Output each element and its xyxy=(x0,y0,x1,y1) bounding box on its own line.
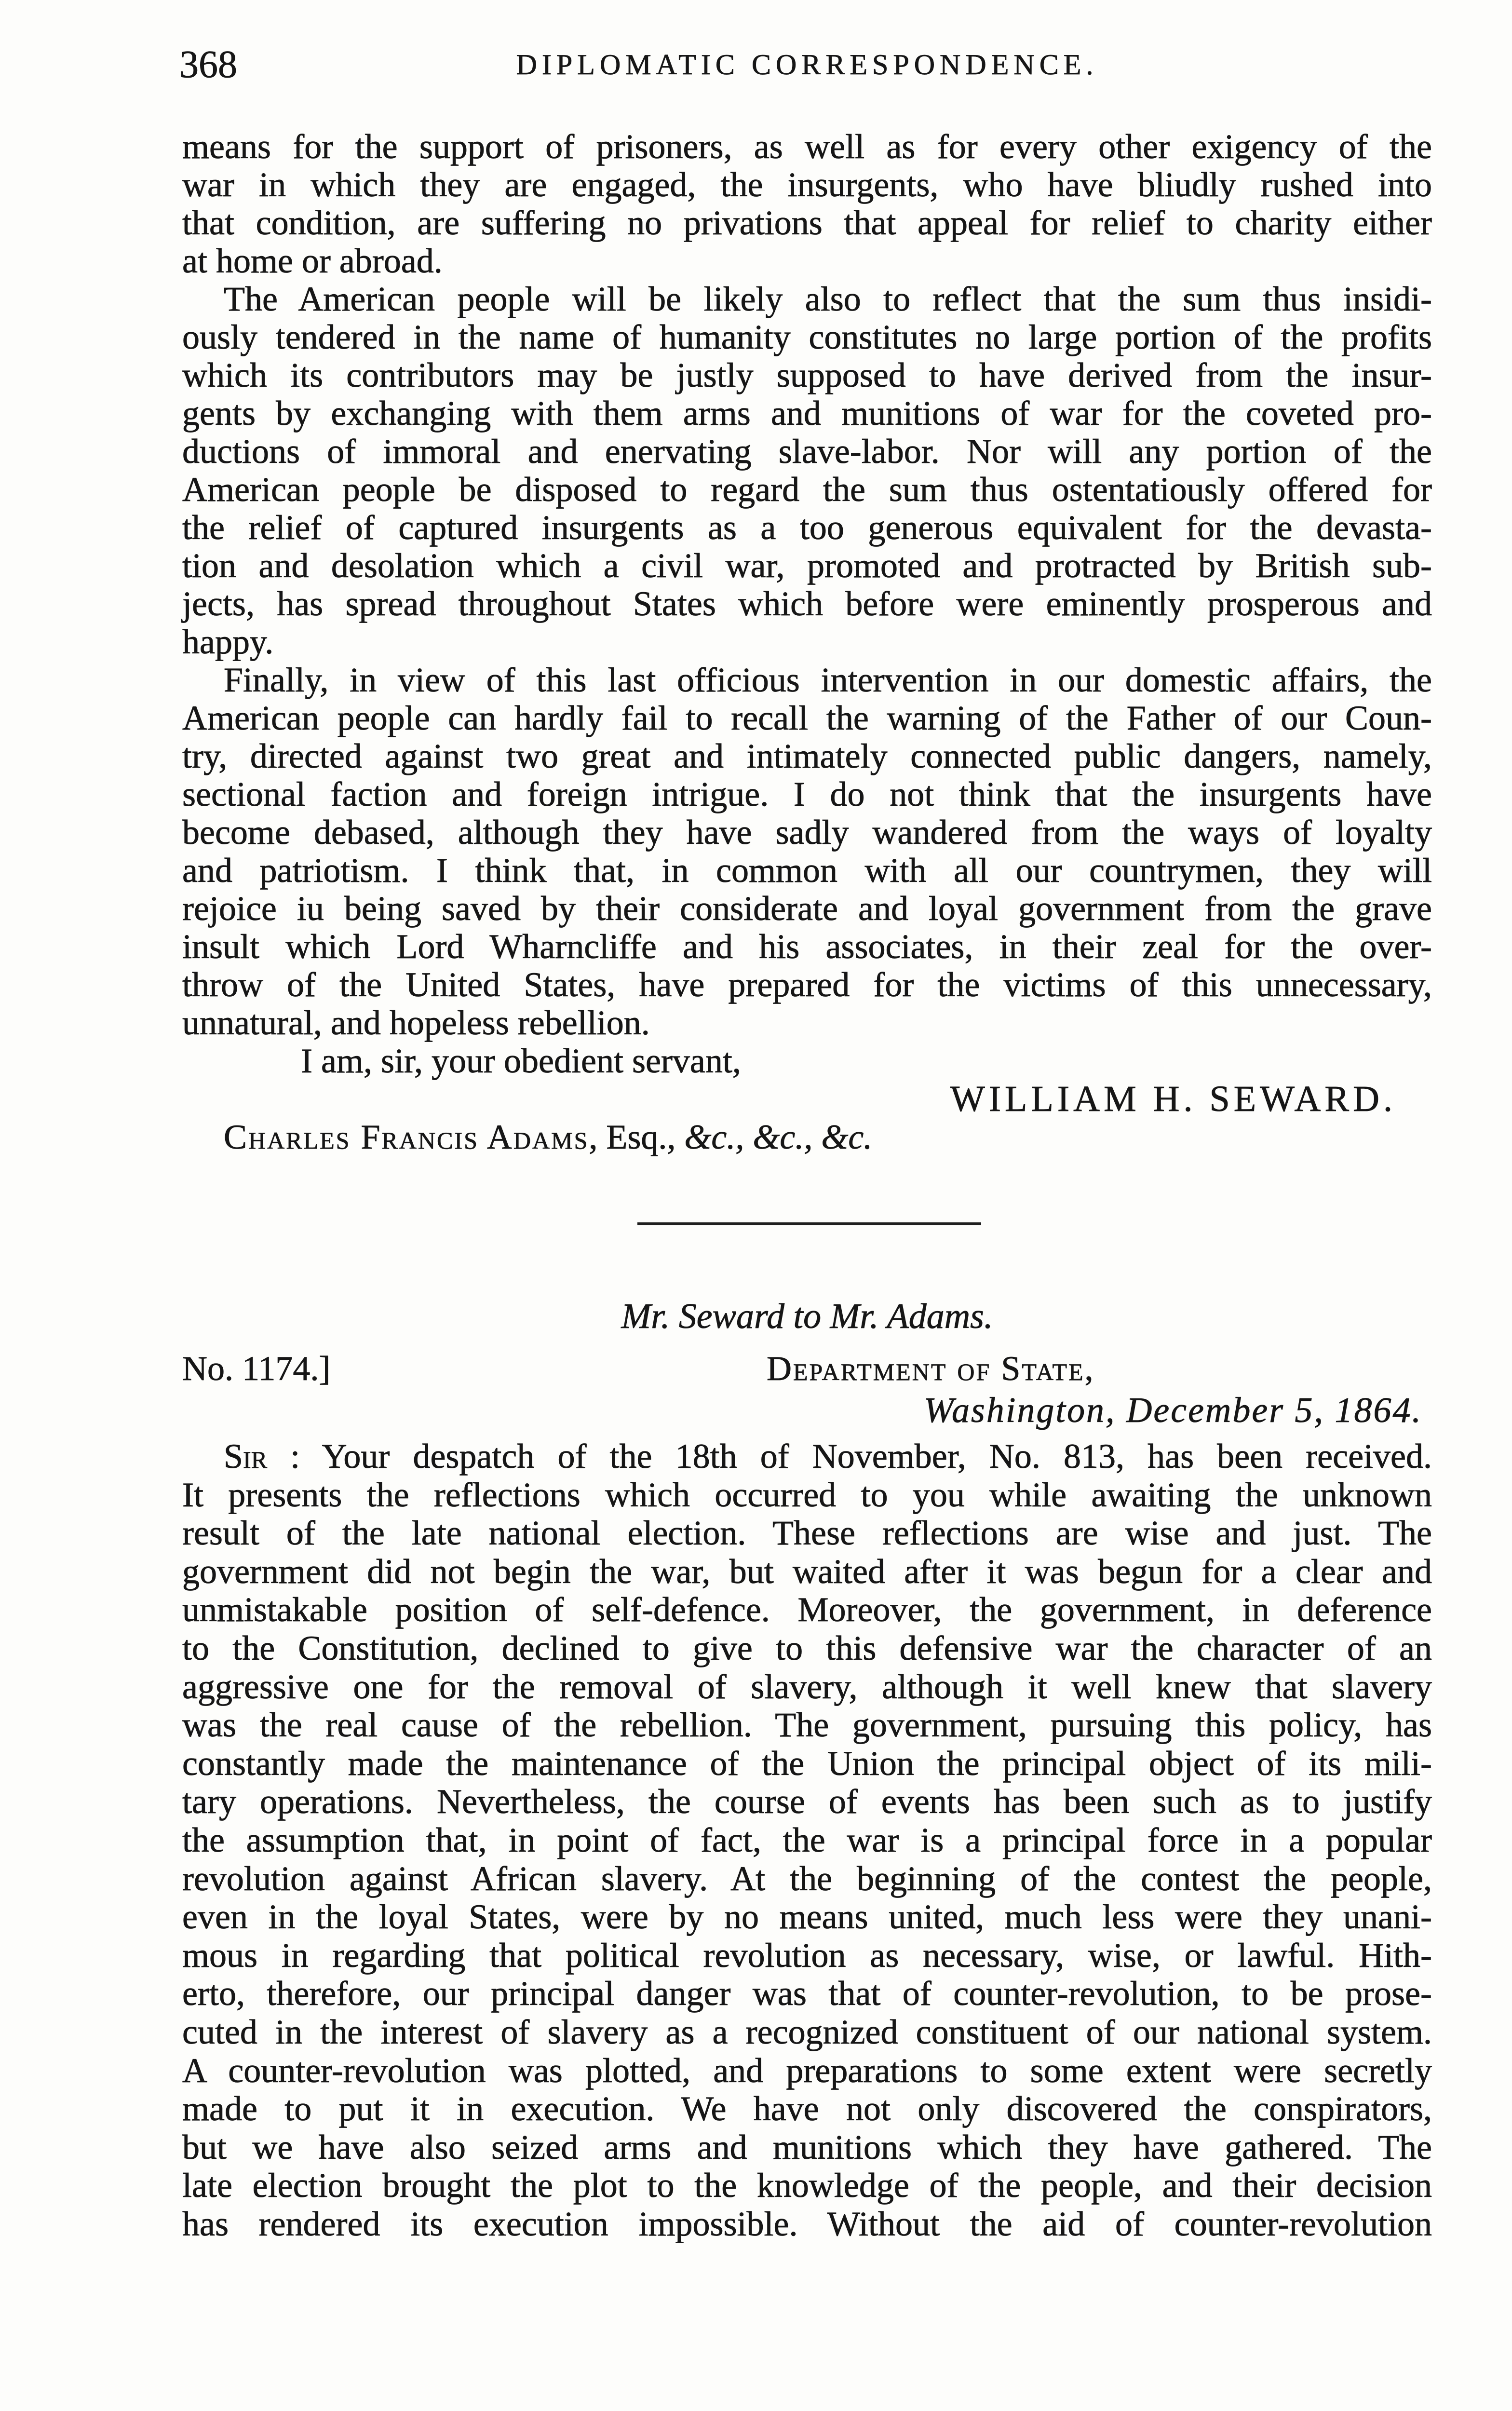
text-line: ously tendered in the name of humanity constitutes no large portion of the profits xyxy=(182,318,1432,356)
text-line: was the real cause of the rebellion. The government, pursuing this policy, has xyxy=(182,1706,1432,1745)
text-line: tary operations. Nevertheless, the course of events has been such as to justify xyxy=(182,1782,1432,1821)
text-line: result of the late national election. These reflections are wise and just. The xyxy=(182,1514,1432,1553)
text-line: jects, has spread throughout States which before were eminently prosperous and xyxy=(182,584,1432,623)
text-line: mous in regarding that political revolution as necessary, wise, or lawful. Hith- xyxy=(182,1936,1432,1975)
text-line: constantly made the maintenance of the Union the principal object of its mili- xyxy=(182,1744,1432,1783)
text-line: American people can hardly fail to recall the warning of the Father of our Coun- xyxy=(182,699,1432,737)
page-number: 368 xyxy=(179,43,237,86)
text-line: revolution against African slavery. At the beginning of the contest the people, xyxy=(182,1859,1432,1898)
text-line: ductions of immoral and enervating slave-labor. Nor will any portion of the xyxy=(182,432,1432,471)
text-line: gents by exchanging with them arms and munitions of war for the coveted pro- xyxy=(182,394,1432,433)
paragraph xyxy=(182,661,1432,1042)
paragraph xyxy=(182,280,1432,661)
text-line: aggressive one for the removal of slavery, although it well knew that slavery xyxy=(182,1667,1432,1706)
text-line: tion and desolation which a civil war, promoted and protracted by British sub- xyxy=(182,546,1432,585)
text-line: even in the loyal States, were by no means united, much less were they unani- xyxy=(182,1897,1432,1937)
salutation: Sir : xyxy=(224,1437,300,1476)
text-line: and patriotism. I think that, in common with all our countrymen, they will xyxy=(182,851,1432,890)
text-line: that condition, are suffering no privations that appeal for relief to charity either xyxy=(182,203,1432,242)
text-line: become debased, although they have sadly wandered from the ways of loyalty xyxy=(182,813,1432,852)
letter-2-body xyxy=(182,1437,1432,2243)
text-line: insult which Lord Wharncliffe and his associates, in their zeal for the over- xyxy=(182,927,1432,966)
addressee-line xyxy=(182,1118,1432,1156)
despatch-number: No. 1174.] xyxy=(182,1349,331,1388)
text-line: late election brought the plot to the knowledge of the people, and their decision xyxy=(182,2166,1432,2205)
text-line: A counter-revolution was plotted, and preparations to some extent were secretly xyxy=(182,2051,1432,2090)
department-name: Department of State, xyxy=(767,1349,1095,1388)
letter-2-heading: Mr. Seward to Mr. Adams. xyxy=(621,1297,993,1336)
text-line: government did not begin the war, but waited after it was begun for a clear and xyxy=(182,1552,1432,1591)
place-and-date: Washington, December 5, 1864. xyxy=(924,1391,1422,1430)
text-line: to the Constitution, declined to give to this defensive war the character of an xyxy=(182,1628,1432,1667)
letter-2-dateline xyxy=(182,1349,1432,1388)
text-line: sectional faction and foreign intrigue. I do not think that the insurgents have xyxy=(182,775,1432,813)
text-line: happy. xyxy=(182,623,274,661)
text-line: but we have also seized arms and munitions which they have gathered. The xyxy=(182,2127,1432,2167)
text-line: erto, therefore, our principal danger was that of counter-revolution, to be prose- xyxy=(182,1974,1432,2013)
text-line: has rendered its execution impossible. Without the aid of counter-revolution xyxy=(182,2204,1432,2243)
text-line: It presents the reflections which occurred to you while awaiting the unknown xyxy=(182,1475,1432,1514)
paragraph xyxy=(182,1437,1432,2243)
text-line: cuted in the interest of slavery as a recognized constituent of our national system. xyxy=(182,2012,1432,2051)
paragraph xyxy=(182,128,1432,280)
signature: WILLIAM H. SEWARD. xyxy=(950,1079,1396,1119)
text-line-content: Your despatch of the 18th of November, No. 813, has been received. xyxy=(322,1437,1432,1476)
text-line: made to put it in execution. We have not only discovered the conspirators, xyxy=(182,2089,1432,2128)
addressee-title: , Esq., xyxy=(589,1118,676,1156)
text-line: the assumption that, in point of fact, the war is a principal force in a popular xyxy=(182,1820,1432,1859)
section-divider xyxy=(637,1222,981,1225)
text-line: throw of the United States, have prepared for the victims of this unnecessary, xyxy=(182,965,1432,1004)
letter-1-body xyxy=(182,128,1432,1156)
text-line: means for the support of prisoners, as well as for every other exigency of the xyxy=(182,127,1432,166)
running-title: DIPLOMATIC CORRESPONDENCE. xyxy=(516,49,1098,81)
text-line: war in which they are engaged, the insurgents, who have bliudly rushed into xyxy=(182,165,1432,204)
text-line: try, directed against two great and intimately connected public dangers, namely, xyxy=(182,737,1432,775)
text-line xyxy=(182,1437,1432,1476)
addressee-name: Charles Francis Adams xyxy=(224,1118,589,1156)
closing-line: I am, sir, your obedient servant, xyxy=(301,1042,741,1080)
text-line: at home or abroad. xyxy=(182,242,443,280)
text-line: the relief of captured insurgents as a too generous equivalent for the devasta- xyxy=(182,508,1432,547)
addressee-etc: &c., &c., &c. xyxy=(684,1118,873,1156)
text-line: The American people will be likely also to reflect that the sum thus insidi- xyxy=(224,280,1432,318)
text-line: unnatural, and hopeless rebellion. xyxy=(182,1003,650,1042)
text-line: Finally, in view of this last officious intervention in our domestic affairs, the xyxy=(224,661,1432,699)
text-line: unmistakable position of self-defence. Moreover, the government, in deference xyxy=(182,1590,1432,1629)
text-line: which its contributors may be justly supposed to have derived from the insur- xyxy=(182,356,1432,394)
text-line: American people be disposed to regard the sum thus ostentatiously offered for xyxy=(182,470,1432,509)
text-line: rejoice iu being saved by their considerate and loyal government from the grave xyxy=(182,889,1432,928)
